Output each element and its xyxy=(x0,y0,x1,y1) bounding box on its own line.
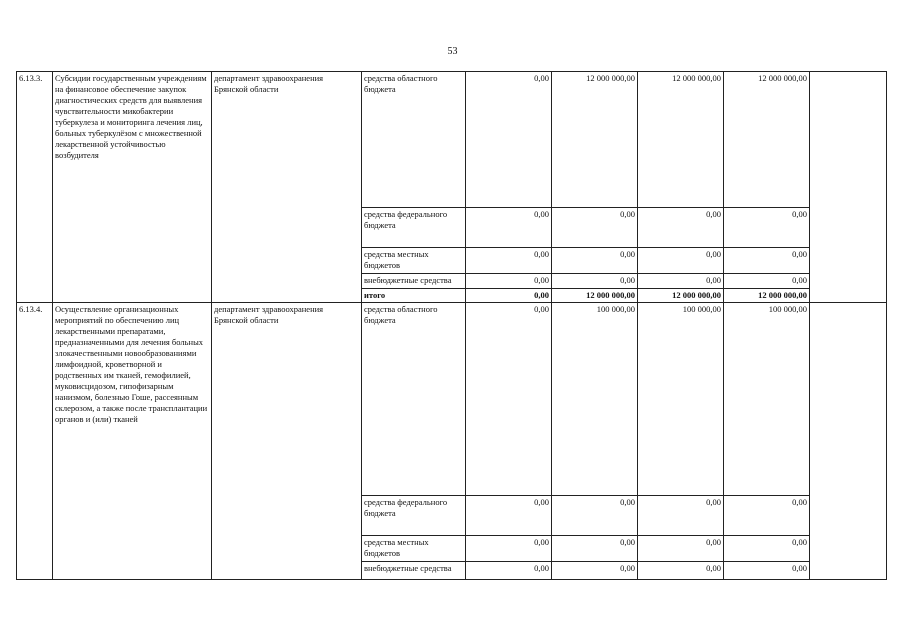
value-cell: 0,00 xyxy=(638,208,724,248)
value-cell: 100 000,00 xyxy=(552,303,638,496)
value-cell: 0,00 xyxy=(466,536,552,562)
value-cell: 0,00 xyxy=(724,496,810,536)
value-cell: 0,00 xyxy=(466,72,552,208)
funding-source: внебюджетные средства xyxy=(362,274,466,289)
value-cell: 0,00 xyxy=(724,536,810,562)
value-cell: 0,00 xyxy=(466,303,552,496)
value-cell: 100 000,00 xyxy=(724,303,810,496)
value-cell: 12 000 000,00 xyxy=(552,289,638,303)
page-number: 53 xyxy=(447,46,458,57)
value-cell: 12 000 000,00 xyxy=(552,72,638,208)
value-cell: 0,00 xyxy=(638,248,724,274)
table-row xyxy=(17,72,887,208)
value-cell: 0,00 xyxy=(466,496,552,536)
value-cell: 0,00 xyxy=(552,562,638,580)
measure-name: Осуществление организационных мероприятий по обеспечению лиц лекарственными препаратами, предназначенными для лечения больных злокачественными новообразованиями лимфоидной, кроветворной и родственных им тканей, гемофилией, муковисцидозом, гипофизарным нанизмом, болезнью Гоше, рассеянным склерозом, а также после трансплантации органов и (или) тканей xyxy=(53,303,212,580)
value-cell: 0,00 xyxy=(466,562,552,580)
value-cell: 0,00 xyxy=(466,248,552,274)
value-cell: 12 000 000,00 xyxy=(724,289,810,303)
funding-source: средства местных бюджетов xyxy=(362,248,466,274)
value-cell: 0,00 xyxy=(552,536,638,562)
value-cell: 0,00 xyxy=(638,496,724,536)
empty-cell xyxy=(810,303,887,580)
value-cell: 0,00 xyxy=(466,208,552,248)
funding-source: средства федерального бюджета xyxy=(362,208,466,248)
value-cell: 0,00 xyxy=(466,274,552,289)
executor: департамент здравоохранения Брянской области xyxy=(212,72,362,303)
value-cell: 0,00 xyxy=(638,536,724,562)
value-cell: 0,00 xyxy=(638,274,724,289)
funding-source: средства областного бюджета xyxy=(362,303,466,496)
executor: департамент здравоохранения Брянской области xyxy=(212,303,362,580)
row-code: 6.13.4. xyxy=(17,303,53,580)
value-cell: 12 000 000,00 xyxy=(638,72,724,208)
value-cell: 12 000 000,00 xyxy=(638,289,724,303)
value-cell: 12 000 000,00 xyxy=(724,72,810,208)
value-cell: 0,00 xyxy=(724,274,810,289)
value-cell: 0,00 xyxy=(724,208,810,248)
value-cell: 100 000,00 xyxy=(638,303,724,496)
funding-source: внебюджетные средства xyxy=(362,562,466,580)
table-row xyxy=(17,303,887,496)
value-cell: 0,00 xyxy=(552,274,638,289)
value-cell: 0,00 xyxy=(466,289,552,303)
value-cell: 0,00 xyxy=(552,208,638,248)
row-code: 6.13.3. xyxy=(17,72,53,303)
measure-name: Субсидии государственным учреждениям на финансовое обеспечение закупок диагностических средств для выявления чувствительности микобактерии туберкулеза и мониторинга лечения лиц, больных туберкулёзом с множественной лекарственной устойчивостью возбудителя xyxy=(53,72,212,303)
funding-source: средства местных бюджетов xyxy=(362,536,466,562)
funding-source: средства областного бюджета xyxy=(362,72,466,208)
empty-cell xyxy=(810,72,887,303)
value-cell: 0,00 xyxy=(638,562,724,580)
value-cell: 0,00 xyxy=(724,248,810,274)
value-cell: 0,00 xyxy=(552,496,638,536)
funding-source: итого xyxy=(362,289,466,303)
value-cell: 0,00 xyxy=(552,248,638,274)
value-cell: 0,00 xyxy=(724,562,810,580)
funding-source: средства федерального бюджета xyxy=(362,496,466,536)
budget-table xyxy=(16,71,887,580)
